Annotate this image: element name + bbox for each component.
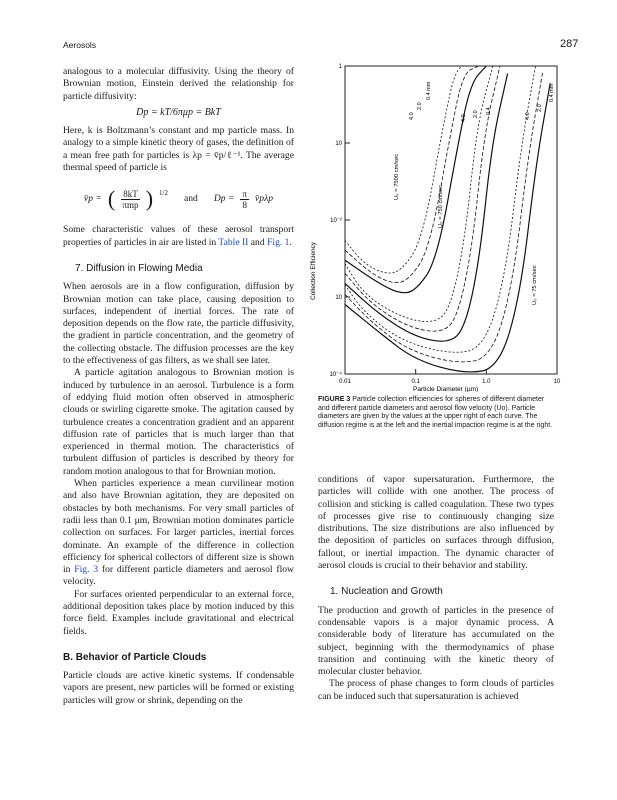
curve-label: 2.0	[473, 110, 479, 118]
section-heading-b: B. Behavior of Particle Clouds	[63, 651, 207, 663]
text: and	[250, 236, 265, 248]
figure-3-chart	[305, 60, 565, 392]
paragraph: Particle clouds are active kinetic systems. If condensable vapors are present, new particles will be formed or existing particles will grow or shrink, depending on the	[63, 670, 294, 706]
section-heading-1: 1. Nucleation and Growth	[330, 586, 443, 598]
paren-open: (	[107, 186, 116, 212]
text: for different particle diameters and aerosol flow velocity.	[63, 564, 294, 588]
equation-diffusivity: Dp = kT/6πμp = BkT	[136, 106, 221, 118]
caption-text: Particle collection efficiencies for spheres of different diameter and different particle diameters and aerosol flow velocity (Uo). Particle diameters are given by the values at the upper right of each curve. The diffusion regime is at the left and the inertial impaction regime is at the right.	[318, 396, 553, 429]
equation-thermal-speed	[63, 184, 294, 214]
text: Some characteristic values of these aerosol transport properties of particles in air are listed in	[63, 224, 294, 248]
paragraph: Here, k is Boltzmann’s constant and mp particle mass. In analogy to a simple kinetic theory of gases, the definition of a mean free path for particles is λp = v̄p/ℓ⁻¹. The average thermal speed of particle is	[63, 125, 294, 174]
numerator: 8kT	[123, 188, 138, 199]
running-title: Aerosols	[63, 40, 97, 50]
fraction	[121, 189, 140, 210]
curve-label: 0.4	[486, 107, 492, 115]
paragraph: A particle agitation analogous to Brownian motion is induced by turbulence in an aerosol. Turbulence is a form of eddying fluid motion often observed in atmospheric clouds or swirling cigarette smoke. The agitation caused by turbulence creates a concentration gradient and an apparent diffusion rate of particles that is much larger than that experienced in thermal motion. The characteristics of turbulent diffusion of particles is described by theory for random motion analogous to that for Brownian motion.	[63, 367, 294, 477]
left-column	[63, 66, 294, 707]
curve-label: 0.4 mm	[549, 83, 555, 102]
numerator: π	[242, 188, 248, 199]
paragraph: When aerosols are in a flow configuration, diffusion by Brownian motion can take place, causing deposition to surfaces, independent of inertial forces. The rate of deposition depends on the flow rate, the particle diffusivity, the gradient in particle concentration, and the geometry of the collecting obstacle. The diffusion processes are the key to the effectiveness of gas filters, as we shall see later.	[63, 281, 294, 367]
y-tick-label: 10	[335, 295, 342, 301]
series-line	[345, 66, 486, 293]
x-tick-label: 10	[553, 379, 561, 385]
velocity-label-75: U₀ = 75 cm/sec	[532, 265, 538, 305]
y-tick-label: 10⁻⁴	[329, 372, 342, 378]
x-tick-label: 0.1	[411, 379, 420, 385]
series-line	[345, 66, 479, 283]
x-tick-label: 0.01	[339, 379, 351, 385]
paragraph: analogous to a molecular diffusivity. Using the theory of Brownian motion, Einstein derived the relationship for particle diffusivity:	[63, 66, 294, 102]
curve-label: 4.0	[525, 112, 531, 120]
paragraph: The process of phase changes to form clouds of particles can be induced such that supersaturation is achieved	[318, 678, 554, 702]
caption-label: FIGURE 3	[318, 396, 351, 403]
velocity-label-7500: U₀ = 7500 cm/sec	[394, 153, 400, 200]
exponent: 1/2	[159, 189, 168, 198]
paragraph: For surfaces oriented perpendicular to an external force, additional deposition takes place by motion induced by this force field. Examples include gravitational and electrical fields.	[63, 588, 294, 637]
right-column	[318, 474, 554, 703]
text: .	[289, 236, 292, 248]
y-tick-label: 10	[335, 141, 342, 147]
figure-caption	[318, 396, 555, 430]
table-link[interactable]: Table II	[218, 236, 249, 248]
x-tick-label: 1.0	[482, 379, 491, 385]
text: When particles experience a mean curvilinear motion and also have Brownian agitation, they are deposited on obstacles by both mechanisms. For very small particles of radii less than 0.1 μm, Brownian motion dominates particle collection on surfaces. For larger particles, inertial forces dominate. An example of the difference in collection efficiency for spherical collectors of different size is shown in	[63, 478, 294, 576]
fraction	[240, 189, 249, 210]
eq-lhs: v̄p =	[83, 193, 102, 205]
eq-rhs-lhs: Dp =	[213, 193, 235, 205]
series-line	[345, 74, 508, 342]
paragraph	[63, 224, 294, 249]
paragraph	[63, 478, 294, 589]
curves	[345, 66, 550, 372]
figure-link[interactable]: Fig. 3	[74, 564, 99, 576]
paragraph: The production and growth of particles in the presence of condensable vapors is a major dynamic process. A considerable body of literature has accumulated on the subject, beginning with the thermodynamics of phase transition and continuing with the kinetic theory of molecular cluster behavior.	[318, 604, 554, 678]
curve-label: 2.0	[417, 102, 423, 110]
section-heading-7: 7. Diffusion in Flowing Media	[75, 262, 203, 274]
y-tick-label: 10⁻²	[330, 218, 342, 224]
curve-label: 2.0	[537, 104, 543, 112]
figure-link[interactable]: Fig. 1	[267, 236, 290, 248]
paragraph: conditions of vapor supersaturation. Furthermore, the particles will collide with one another. The process of collision and sticking is called coagulation. These two types of processes give rise to continuously changing size distributions. The size distributions are also influenced by the deposition of particles on surfaces through diffusion, fallout, or inertial impaction. The dynamic character of aerosol clouds is crucial to their behavior and stability.	[318, 474, 554, 572]
eq-and: and	[184, 193, 198, 205]
velocity-label-750: U₀ = 750 cm/sec	[438, 185, 444, 228]
plot-frame	[345, 66, 557, 374]
eq-rhs-tail: v̄pλp	[255, 193, 274, 205]
x-axis-label: Particle Diameter (μm)	[413, 386, 479, 392]
page-number: 287	[560, 38, 579, 50]
denominator: πmp	[122, 199, 139, 210]
curve-label: 4.0	[409, 112, 415, 120]
series-line	[345, 66, 472, 273]
paren-close: )	[145, 186, 154, 212]
curve-label: 4.0	[461, 114, 467, 122]
y-axis-label: Collection Efficiency	[310, 241, 317, 300]
y-tick-label: 1	[338, 64, 342, 70]
curve-label: 0.4 mm	[426, 81, 432, 100]
axis-ticks	[330, 64, 561, 385]
denominator: 8	[242, 199, 247, 210]
